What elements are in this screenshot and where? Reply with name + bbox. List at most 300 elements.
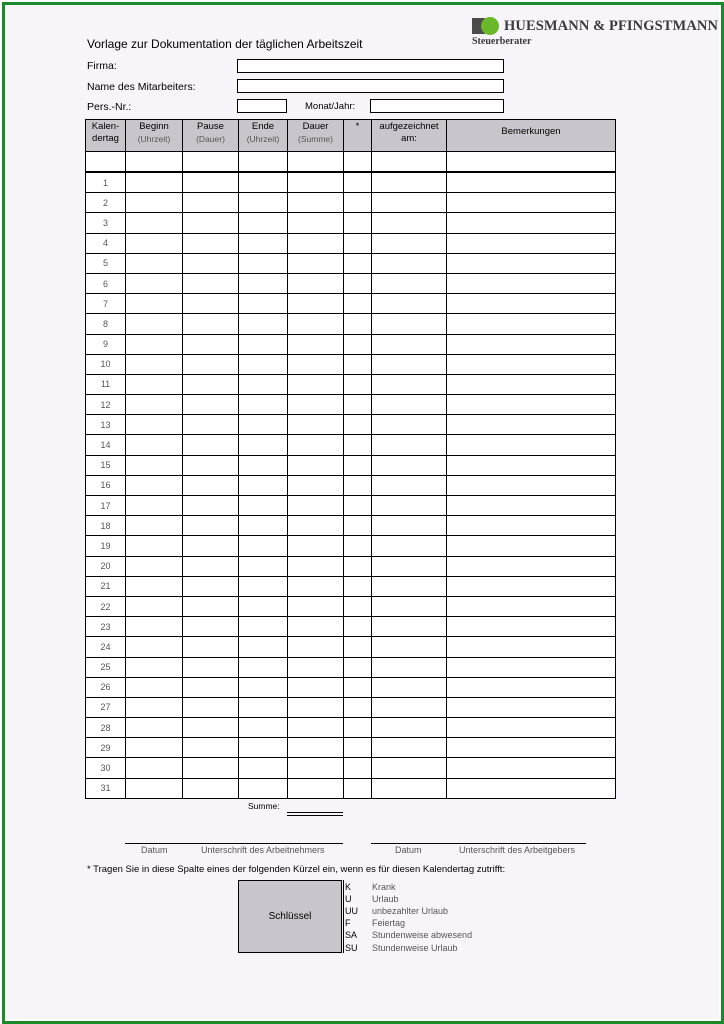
table-cell[interactable] xyxy=(447,193,616,213)
table-row xyxy=(86,193,616,213)
table-cell[interactable] xyxy=(344,294,372,314)
table-cell[interactable] xyxy=(372,395,447,415)
table-cell[interactable] xyxy=(288,395,344,415)
table-cell[interactable] xyxy=(344,213,372,233)
table-cell[interactable] xyxy=(288,556,344,576)
table-cell[interactable] xyxy=(239,738,288,758)
table-row xyxy=(86,273,616,293)
table-cell[interactable] xyxy=(239,233,288,253)
table-cell[interactable] xyxy=(126,697,183,717)
table-cell[interactable] xyxy=(183,253,239,273)
table-cell[interactable] xyxy=(183,758,239,778)
table-cell[interactable] xyxy=(288,758,344,778)
table-cell[interactable] xyxy=(344,576,372,596)
table-cell[interactable] xyxy=(372,738,447,758)
table-cell[interactable] xyxy=(183,596,239,616)
employee-signature-line[interactable] xyxy=(125,843,343,844)
table-cell[interactable] xyxy=(239,314,288,334)
table-cell[interactable] xyxy=(447,596,616,616)
table-cell[interactable] xyxy=(288,213,344,233)
table-cell[interactable] xyxy=(344,455,372,475)
table-cell[interactable] xyxy=(239,596,288,616)
table-cell[interactable] xyxy=(447,213,616,233)
table-cell[interactable] xyxy=(183,475,239,495)
key-code: SU xyxy=(345,942,358,953)
table-cell[interactable] xyxy=(344,172,372,193)
table-cell[interactable] xyxy=(239,758,288,778)
table-cell[interactable] xyxy=(372,556,447,576)
table-cell[interactable] xyxy=(183,273,239,293)
table-cell[interactable] xyxy=(447,496,616,516)
table-cell[interactable] xyxy=(126,617,183,637)
key-description: Stundenweise abwesend xyxy=(372,930,473,941)
table-cell[interactable] xyxy=(372,677,447,697)
column-header-subtitle: dertag xyxy=(92,133,119,144)
footnote: * Tragen Sie in diese Spalte eines der folgenden Kürzel ein, wenn es für diesen Kalendertag zutrifft: xyxy=(87,864,506,875)
column-header xyxy=(183,120,239,152)
table-cell[interactable] xyxy=(126,657,183,677)
table-cell[interactable] xyxy=(126,354,183,374)
table-cell[interactable] xyxy=(344,273,372,293)
table-cell[interactable] xyxy=(239,253,288,273)
table-cell[interactable] xyxy=(183,334,239,354)
table-cell[interactable] xyxy=(372,334,447,354)
table-cell[interactable] xyxy=(372,475,447,495)
table-cell[interactable] xyxy=(239,374,288,394)
table-cell[interactable] xyxy=(372,213,447,233)
table-cell[interactable] xyxy=(288,475,344,495)
table-cell[interactable] xyxy=(447,576,616,596)
key-item xyxy=(345,929,472,941)
day-number: 26 xyxy=(86,677,126,697)
table-cell[interactable] xyxy=(183,455,239,475)
column-header-subtitle: (Uhrzeit) xyxy=(246,134,280,144)
table-cell[interactable] xyxy=(344,718,372,738)
table-cell[interactable] xyxy=(372,576,447,596)
table-cell[interactable] xyxy=(344,596,372,616)
column-header-title: Dauer xyxy=(302,121,329,132)
table-cell[interactable] xyxy=(372,778,447,798)
day-number: 5 xyxy=(86,253,126,273)
employer-signature-line[interactable] xyxy=(371,843,586,844)
table-cell[interactable] xyxy=(447,637,616,657)
table-cell[interactable] xyxy=(288,718,344,738)
table-cell[interactable] xyxy=(183,738,239,758)
table-cell[interactable] xyxy=(126,778,183,798)
table-cell[interactable] xyxy=(126,496,183,516)
employee-name-label: Name des Mitarbeiters: xyxy=(87,81,196,93)
column-header xyxy=(372,120,447,152)
table-cell[interactable] xyxy=(447,294,616,314)
table-cell[interactable] xyxy=(288,193,344,213)
table-cell[interactable] xyxy=(239,496,288,516)
table-cell[interactable] xyxy=(183,415,239,435)
table-cell[interactable] xyxy=(239,354,288,374)
table-cell[interactable] xyxy=(372,415,447,435)
table-cell[interactable] xyxy=(447,536,616,556)
day-number: 3 xyxy=(86,213,126,233)
table-cell[interactable] xyxy=(288,617,344,637)
table-cell[interactable] xyxy=(344,657,372,677)
table-cell[interactable] xyxy=(126,253,183,273)
table-cell[interactable] xyxy=(183,617,239,637)
key-code: K xyxy=(345,882,352,892)
table-cell[interactable] xyxy=(447,334,616,354)
table-cell[interactable] xyxy=(288,516,344,536)
table-cell[interactable] xyxy=(126,395,183,415)
table-cell[interactable] xyxy=(372,516,447,536)
table-cell[interactable] xyxy=(344,334,372,354)
table-cell[interactable] xyxy=(288,455,344,475)
table-cell[interactable] xyxy=(372,314,447,334)
column-header xyxy=(288,120,344,152)
table-cell[interactable] xyxy=(447,617,616,637)
table-cell[interactable] xyxy=(183,233,239,253)
table-cell[interactable] xyxy=(183,294,239,314)
table-cell[interactable] xyxy=(183,374,239,394)
table-cell[interactable] xyxy=(344,395,372,415)
table-cell[interactable] xyxy=(344,253,372,273)
table-cell[interactable] xyxy=(239,475,288,495)
day-number: 27 xyxy=(86,697,126,717)
table-cell[interactable] xyxy=(183,314,239,334)
table-cell[interactable] xyxy=(344,496,372,516)
table-cell[interactable] xyxy=(183,677,239,697)
table-cell[interactable] xyxy=(288,435,344,455)
table-cell[interactable] xyxy=(447,314,616,334)
table-cell[interactable] xyxy=(239,637,288,657)
table-row xyxy=(86,516,616,536)
table-cell[interactable] xyxy=(183,556,239,576)
table-row xyxy=(86,152,616,173)
table-row xyxy=(86,637,616,657)
table-cell[interactable] xyxy=(344,617,372,637)
table-cell[interactable] xyxy=(288,294,344,314)
table-cell[interactable] xyxy=(447,395,616,415)
table-cell[interactable] xyxy=(126,455,183,475)
table-row xyxy=(86,677,616,697)
table-cell[interactable] xyxy=(344,778,372,798)
table-row xyxy=(86,455,616,475)
table-cell[interactable] xyxy=(288,496,344,516)
day-number: 6 xyxy=(86,273,126,293)
day-number: 10 xyxy=(86,354,126,374)
firma-field[interactable] xyxy=(237,59,504,73)
table-cell[interactable] xyxy=(288,697,344,717)
table-cell[interactable] xyxy=(447,273,616,293)
table-cell[interactable] xyxy=(126,516,183,536)
table-cell[interactable] xyxy=(288,314,344,334)
table-cell[interactable] xyxy=(372,193,447,213)
table-cell[interactable] xyxy=(126,294,183,314)
table-row xyxy=(86,718,616,738)
month-year-label: Monat/Jahr: xyxy=(305,101,356,112)
table-cell[interactable] xyxy=(372,435,447,455)
table-cell[interactable] xyxy=(126,475,183,495)
table-cell[interactable] xyxy=(126,738,183,758)
table-cell[interactable] xyxy=(183,516,239,536)
table-cell[interactable] xyxy=(288,637,344,657)
table-cell[interactable] xyxy=(447,697,616,717)
table-cell[interactable] xyxy=(447,778,616,798)
day-number: 9 xyxy=(86,334,126,354)
key-box xyxy=(238,880,342,953)
table-row xyxy=(86,415,616,435)
day-number: 25 xyxy=(86,657,126,677)
table-cell[interactable] xyxy=(126,677,183,697)
table-cell[interactable] xyxy=(126,193,183,213)
table-cell[interactable] xyxy=(239,657,288,677)
table-cell[interactable] xyxy=(344,314,372,334)
table-cell[interactable] xyxy=(126,596,183,616)
table-cell[interactable] xyxy=(372,758,447,778)
table-cell[interactable] xyxy=(372,233,447,253)
table-cell[interactable] xyxy=(239,213,288,233)
column-header xyxy=(447,120,616,152)
key-description: Feiertag xyxy=(372,918,406,929)
table-cell[interactable] xyxy=(126,536,183,556)
table-cell[interactable] xyxy=(447,556,616,576)
table-cell[interactable] xyxy=(447,758,616,778)
table-cell[interactable] xyxy=(344,677,372,697)
table-cell[interactable] xyxy=(126,637,183,657)
table-cell[interactable] xyxy=(447,677,616,697)
table-cell[interactable] xyxy=(183,435,239,455)
table-cell[interactable] xyxy=(288,576,344,596)
table-cell[interactable] xyxy=(372,637,447,657)
table-cell[interactable] xyxy=(239,576,288,596)
table-cell[interactable] xyxy=(183,172,239,193)
table-cell[interactable] xyxy=(344,556,372,576)
column-header-subtitle: (Dauer) xyxy=(196,134,225,144)
column-header-title: * xyxy=(355,121,360,132)
day-number: 21 xyxy=(86,576,126,596)
table-cell[interactable] xyxy=(239,516,288,536)
employer-signature-label: Unterschrift des Arbeitgebers xyxy=(459,845,576,855)
table-cell[interactable] xyxy=(288,657,344,677)
pers-nr-field[interactable] xyxy=(237,99,287,113)
table-cell[interactable] xyxy=(447,354,616,374)
table-cell[interactable] xyxy=(288,172,344,193)
table-row xyxy=(86,496,616,516)
table-cell[interactable] xyxy=(239,697,288,717)
table-cell[interactable] xyxy=(239,677,288,697)
employee-signature-label: Unterschrift des Arbeitnehmers xyxy=(201,845,325,855)
table-cell[interactable] xyxy=(183,536,239,556)
table-cell[interactable] xyxy=(344,415,372,435)
table-cell[interactable] xyxy=(126,415,183,435)
day-number: 28 xyxy=(86,718,126,738)
table-cell[interactable] xyxy=(447,172,616,193)
day-number: 13 xyxy=(86,415,126,435)
key-item xyxy=(345,942,458,954)
key-box-label: Schlüssel xyxy=(268,911,312,922)
table-cell[interactable] xyxy=(239,395,288,415)
table-cell[interactable] xyxy=(447,475,616,495)
table-row xyxy=(86,374,616,394)
table-cell[interactable] xyxy=(126,334,183,354)
table-row xyxy=(86,778,616,798)
table-cell[interactable] xyxy=(126,273,183,293)
column-header xyxy=(239,120,288,152)
table-row xyxy=(86,233,616,253)
table-row xyxy=(86,657,616,677)
table-cell[interactable] xyxy=(447,374,616,394)
table-cell[interactable] xyxy=(372,253,447,273)
table-cell[interactable] xyxy=(239,455,288,475)
month-year-field[interactable] xyxy=(370,99,504,113)
table-cell[interactable] xyxy=(183,637,239,657)
table-cell[interactable] xyxy=(183,718,239,738)
key-description: unbezahlter Urlaub xyxy=(372,906,449,917)
key-description: Urlaub xyxy=(372,894,399,905)
table-cell[interactable] xyxy=(447,516,616,536)
table-cell[interactable] xyxy=(344,758,372,778)
table-cell[interactable] xyxy=(344,738,372,758)
table-cell[interactable] xyxy=(372,596,447,616)
table-cell[interactable] xyxy=(344,637,372,657)
table-cell[interactable] xyxy=(126,576,183,596)
table-row xyxy=(86,758,616,778)
table-cell[interactable] xyxy=(183,697,239,717)
table-cell[interactable] xyxy=(344,193,372,213)
day-number: 7 xyxy=(86,294,126,314)
day-number: 18 xyxy=(86,516,126,536)
table-cell[interactable] xyxy=(239,193,288,213)
table-cell[interactable] xyxy=(372,496,447,516)
table-cell[interactable] xyxy=(372,374,447,394)
table-cell[interactable] xyxy=(372,536,447,556)
table-row xyxy=(86,294,616,314)
table-cell[interactable] xyxy=(288,596,344,616)
day-number: 20 xyxy=(86,556,126,576)
day-number: 22 xyxy=(86,596,126,616)
firma-label: Firma: xyxy=(87,60,117,72)
column-header xyxy=(344,120,372,152)
table-cell[interactable] xyxy=(288,374,344,394)
table-cell[interactable] xyxy=(344,435,372,455)
table-cell[interactable] xyxy=(372,455,447,475)
table-cell[interactable] xyxy=(372,354,447,374)
day-number: 16 xyxy=(86,475,126,495)
table-row xyxy=(86,596,616,616)
table-cell[interactable] xyxy=(447,455,616,475)
table-cell[interactable] xyxy=(239,778,288,798)
table-cell[interactable] xyxy=(183,496,239,516)
table-cell[interactable] xyxy=(126,718,183,738)
table-cell[interactable] xyxy=(126,758,183,778)
table-cell[interactable] xyxy=(239,435,288,455)
table-cell[interactable] xyxy=(183,657,239,677)
day-number: 8 xyxy=(86,314,126,334)
table-cell[interactable] xyxy=(239,536,288,556)
table-cell[interactable] xyxy=(126,556,183,576)
table-cell[interactable] xyxy=(239,294,288,314)
table-cell[interactable] xyxy=(344,233,372,253)
table-cell[interactable] xyxy=(447,657,616,677)
table-cell[interactable] xyxy=(288,233,344,253)
table-cell[interactable] xyxy=(126,435,183,455)
table-cell[interactable] xyxy=(183,193,239,213)
table-cell[interactable] xyxy=(344,516,372,536)
table-cell[interactable] xyxy=(239,273,288,293)
table-cell[interactable] xyxy=(288,415,344,435)
column-header-title: Ende xyxy=(251,121,275,132)
table-cell[interactable] xyxy=(372,172,447,193)
table-row xyxy=(86,334,616,354)
key-item xyxy=(345,893,399,905)
table-cell[interactable] xyxy=(372,657,447,677)
table-cell[interactable] xyxy=(183,213,239,233)
table-cell[interactable] xyxy=(126,233,183,253)
table-cell[interactable] xyxy=(183,395,239,415)
table-cell[interactable] xyxy=(288,536,344,556)
table-cell[interactable] xyxy=(372,617,447,637)
table-cell[interactable] xyxy=(372,718,447,738)
table-cell[interactable] xyxy=(239,556,288,576)
table-cell[interactable] xyxy=(288,334,344,354)
table-cell[interactable] xyxy=(372,294,447,314)
column-header-title: aufgezeichnet xyxy=(379,121,439,132)
table-cell[interactable] xyxy=(344,536,372,556)
table-row xyxy=(86,536,616,556)
table-cell[interactable] xyxy=(183,778,239,798)
table-cell[interactable] xyxy=(288,677,344,697)
table-cell[interactable] xyxy=(447,718,616,738)
table-cell[interactable] xyxy=(344,374,372,394)
table-cell[interactable] xyxy=(372,273,447,293)
table-cell[interactable] xyxy=(288,778,344,798)
table-cell[interactable] xyxy=(447,253,616,273)
table-cell[interactable] xyxy=(447,738,616,758)
table-cell[interactable] xyxy=(126,172,183,193)
table-cell[interactable] xyxy=(288,273,344,293)
table-cell[interactable] xyxy=(126,213,183,233)
table-cell[interactable] xyxy=(239,718,288,738)
table-row xyxy=(86,475,616,495)
table-cell[interactable] xyxy=(372,697,447,717)
day-number: 14 xyxy=(86,435,126,455)
table-cell[interactable] xyxy=(288,253,344,273)
key-code: UU xyxy=(345,906,358,917)
table-cell[interactable] xyxy=(239,617,288,637)
column-header-title: Kalen- xyxy=(91,121,120,132)
table-cell[interactable] xyxy=(183,576,239,596)
table-cell[interactable] xyxy=(344,697,372,717)
day-number: 11 xyxy=(86,374,126,394)
table-cell[interactable] xyxy=(344,354,372,374)
table-cell[interactable] xyxy=(239,334,288,354)
day-number: 24 xyxy=(86,637,126,657)
table-cell[interactable] xyxy=(126,374,183,394)
table-row xyxy=(86,172,616,193)
pers-nr-label: Pers.-Nr.: xyxy=(87,101,132,113)
table-cell[interactable] xyxy=(183,354,239,374)
table-cell[interactable] xyxy=(126,314,183,334)
table-cell[interactable] xyxy=(447,233,616,253)
table-cell[interactable] xyxy=(447,435,616,455)
table-cell[interactable] xyxy=(239,172,288,193)
table-cell[interactable] xyxy=(288,738,344,758)
table-row xyxy=(86,213,616,233)
table-cell[interactable] xyxy=(344,475,372,495)
key-divider xyxy=(343,880,344,953)
table-cell[interactable] xyxy=(447,415,616,435)
employee-name-field[interactable] xyxy=(237,79,504,93)
table-row xyxy=(86,395,616,415)
table-cell[interactable] xyxy=(288,354,344,374)
table-cell[interactable] xyxy=(239,415,288,435)
